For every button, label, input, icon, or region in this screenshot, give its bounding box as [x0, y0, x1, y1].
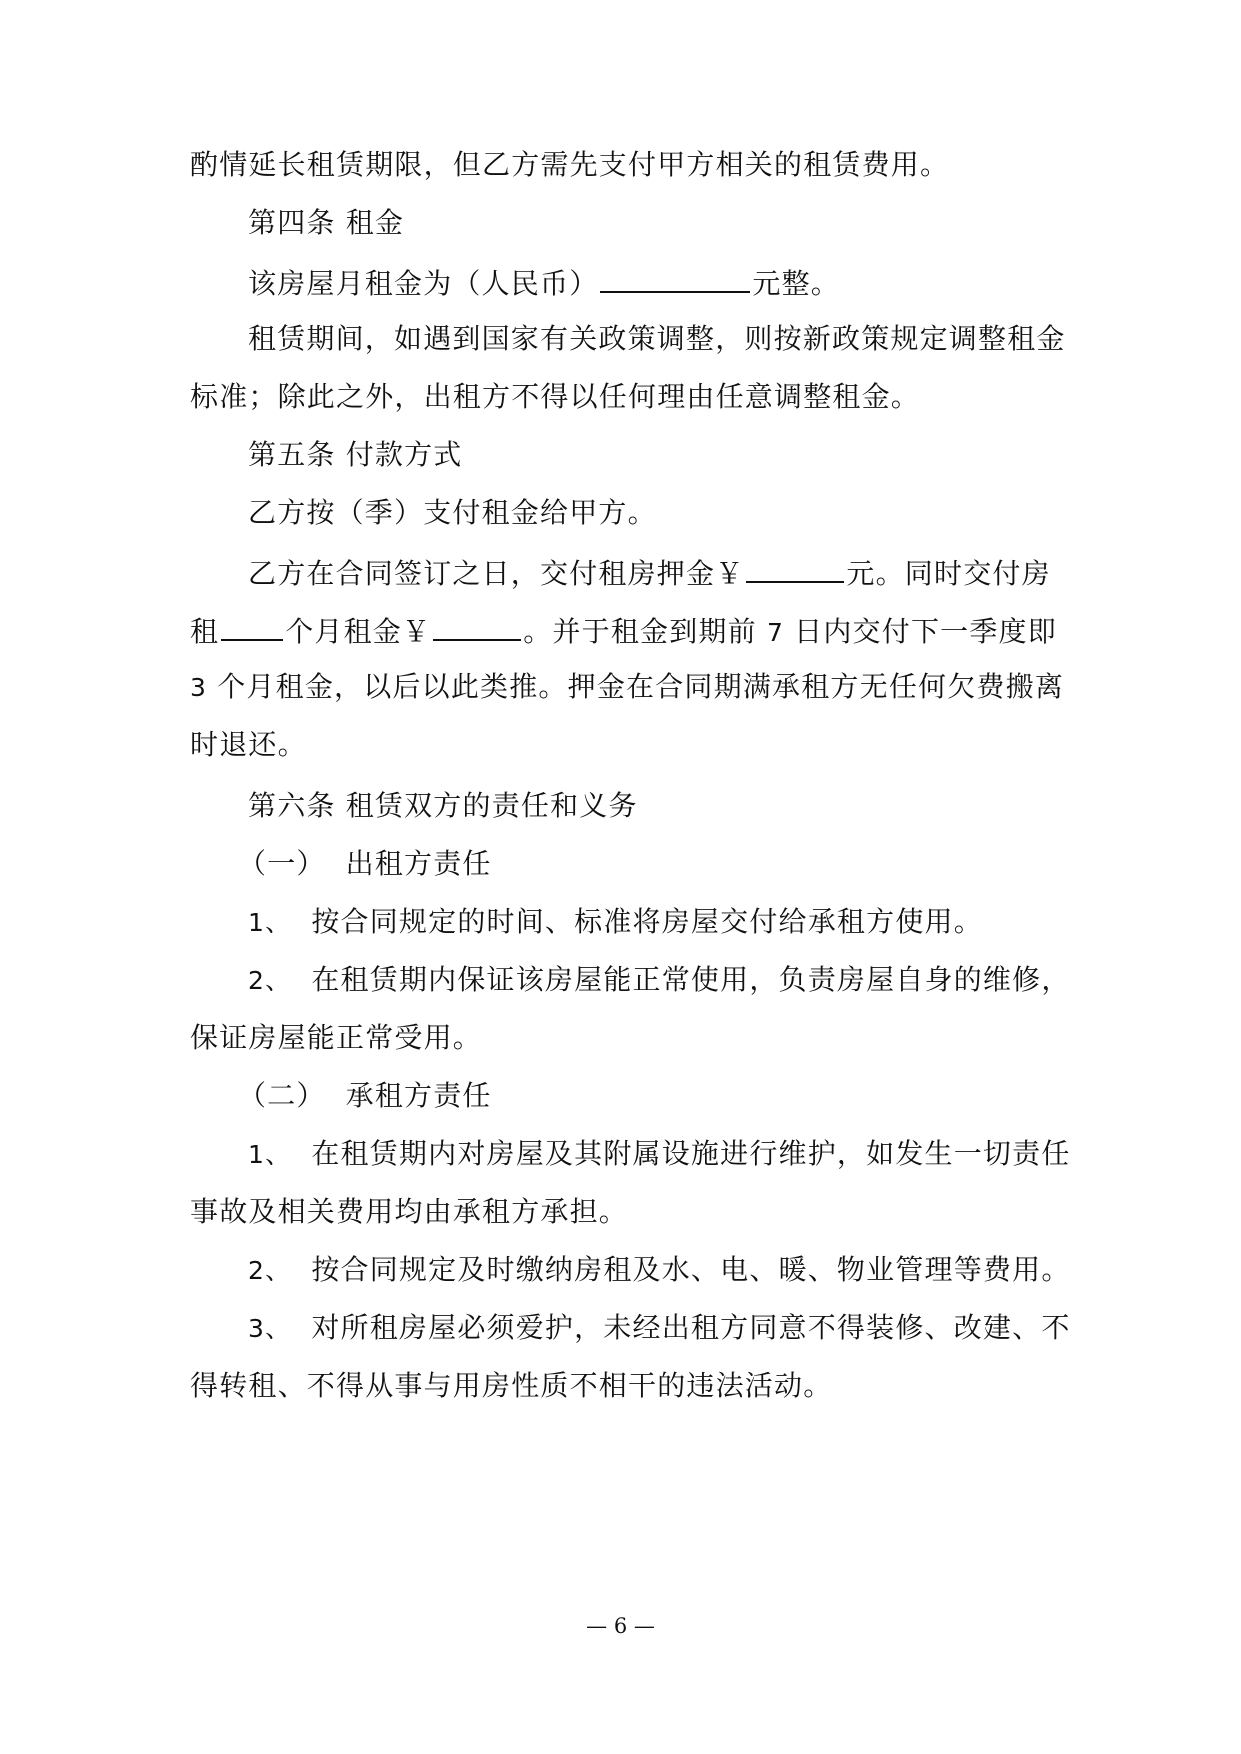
item-number: 3、: [248, 1314, 292, 1343]
deposit-line: [248, 551, 1128, 594]
text: 对所租房屋必须爱护，未经出租方同意不得装修、改建、不: [311, 1311, 1071, 1344]
text: 酌情延长租赁期限，但乙方需先支付甲方相关的租赁费用。: [190, 148, 950, 181]
list-item: [248, 960, 1128, 1001]
text: 保证房屋能正常受用。: [190, 1021, 483, 1054]
text: 元。同时交付房: [846, 557, 1051, 590]
article-6-title: [248, 786, 1128, 826]
section-2-heading: [238, 1076, 1118, 1116]
list-item: [248, 902, 1128, 943]
text: 第四条 租金: [248, 206, 405, 239]
text: 承租方责任: [345, 1079, 492, 1112]
text: 该房屋月租金为（人民币）: [248, 267, 599, 300]
rent-amount-blank: [600, 261, 750, 293]
paragraph-line: [190, 1018, 1070, 1058]
text: 时退还。: [190, 728, 307, 761]
article-4-title: [248, 203, 1128, 243]
paragraph-line: [190, 145, 1070, 185]
text: 出租方责任: [345, 847, 492, 880]
section-label: （二）: [238, 1079, 326, 1112]
text: 在租赁期内保证该房屋能正常使用，负责房屋自身的维修，: [311, 963, 1071, 996]
item-number: 1、: [248, 1140, 292, 1169]
rent-amount-line: [248, 261, 1128, 304]
paragraph-line: [190, 1192, 1070, 1232]
deposit-line-2: [190, 609, 1070, 653]
text: 得转租、不得从事与用房性质不相干的违法活动。: [190, 1369, 833, 1402]
page-number: — 6 —: [586, 1614, 655, 1638]
number: 7: [766, 618, 785, 647]
months-blank: [221, 609, 283, 641]
section-1-heading: [238, 844, 1118, 884]
deposit-blank: [746, 551, 844, 583]
text: 租赁期间，如遇到国家有关政策调整，则按新政策规定调整租金: [248, 322, 1066, 355]
text: 第五条 付款方式: [248, 438, 463, 471]
list-item: [248, 1308, 1128, 1349]
text: 按合同规定的时间、标准将房屋交付给承租方使用。: [311, 905, 983, 938]
number: 3: [190, 673, 208, 702]
paragraph-line: [248, 493, 1128, 533]
text: 租: [190, 615, 220, 648]
text: 乙方在合同签订之日，交付租房押金￥: [248, 557, 745, 590]
item-number: 2、: [248, 1256, 292, 1285]
text: 按合同规定及时缴纳房租及水、电、暖、物业管理等费用。: [311, 1253, 1071, 1286]
rent-prepay-blank: [433, 609, 521, 641]
paragraph-line: [190, 725, 1070, 765]
text: 第六条 租赁双方的责任和义务: [248, 789, 638, 822]
text: 。并于租金到期前: [523, 615, 757, 648]
text: 标准；除此之外，出租方不得以任何理由任意调整租金。: [190, 380, 921, 413]
paragraph-line: [190, 667, 1070, 708]
text: 个月租金￥: [285, 615, 432, 648]
item-number: 2、: [248, 966, 292, 995]
list-item: [248, 1134, 1128, 1175]
text: 个月租金，以后以此类推。押金在合同期满承租方无任何欠费搬离: [217, 670, 1065, 703]
list-item: [248, 1250, 1128, 1291]
paragraph-line: [248, 319, 1128, 359]
text: 乙方按（季）支付租金给甲方。: [248, 496, 657, 529]
text: 日内交付下一季度即: [794, 615, 1057, 648]
paragraph-line: [190, 377, 1070, 417]
item-number: 1、: [248, 908, 292, 937]
text: 在租赁期内对房屋及其附属设施进行维护，如发生一切责任: [311, 1137, 1071, 1170]
paragraph-line: [190, 1366, 1070, 1406]
article-5-title: [248, 435, 1128, 475]
text: 元整。: [752, 267, 841, 300]
section-label: （一）: [238, 847, 326, 880]
text: 事故及相关费用均由承租方承担。: [190, 1195, 629, 1228]
